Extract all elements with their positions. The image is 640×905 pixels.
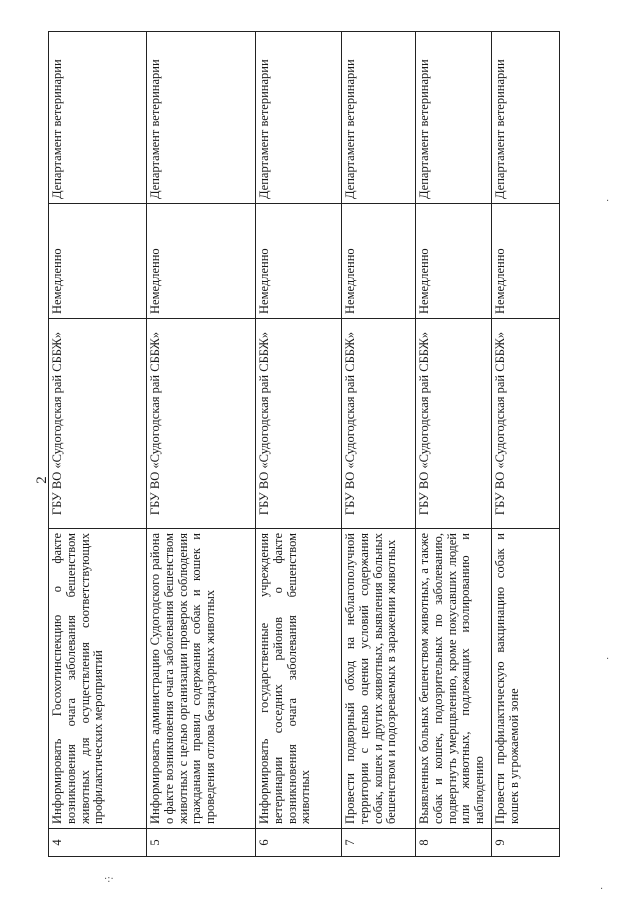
row-number: 9	[492, 829, 560, 857]
deadline-cell: Немедленно	[147, 204, 256, 319]
scan-speck: ·	[606, 196, 610, 207]
measure-text: Информировать администрацию Судогодского района о факте возникновения очага заболевания бешенством животных с целью организации проверок соблюдения гражданами правил содержания собак и кошек и проведения отлова безнадзорных животных	[147, 529, 256, 829]
table-row	[342, 32, 416, 857]
executor-cell: ГБУ ВО «Судогодская рай СББЖ»	[256, 319, 342, 529]
responsible-cell: Департамент ветеринарии	[416, 32, 492, 204]
rotated-page-content	[48, 32, 559, 857]
responsible-cell: Департамент ветеринарии	[256, 32, 342, 204]
row-number: 7	[342, 829, 416, 857]
scan-speck: ·:·	[104, 874, 114, 885]
deadline-cell: Немедленно	[492, 204, 560, 319]
executor-cell: ГБУ ВО «Судогодская рай СББЖ»	[49, 319, 147, 529]
executor-cell: ГБУ ВО «Судогодская рай СББЖ»	[492, 319, 560, 529]
scan-speck: ·	[600, 884, 604, 895]
measure-text: Провести профилактическую вакцинацию собак и кошек в угрожаемой зоне	[492, 529, 560, 829]
deadline-cell: Немедленно	[416, 204, 492, 319]
page-number: 2	[34, 476, 50, 484]
table-row	[49, 32, 147, 857]
responsible-cell: Департамент ветеринарии	[147, 32, 256, 204]
deadline-cell: Немедленно	[256, 204, 342, 319]
executor-cell: ГБУ ВО «Судогодская рай СББЖ»	[147, 319, 256, 529]
table-row	[416, 32, 492, 857]
measure-text: Провести подворный обход на неблагополучной территории с целью оценки условий содержания собак, кошек и других животных, выявления больных бешенством и подозреваемых в заражении животных	[342, 529, 416, 829]
table-row	[256, 32, 342, 857]
responsible-cell: Департамент ветеринарии	[49, 32, 147, 204]
responsible-cell: Департамент ветеринарии	[492, 32, 560, 204]
executor-cell: ГБУ ВО «Судогодская рай СББЖ»	[416, 319, 492, 529]
table-row	[147, 32, 256, 857]
deadline-cell: Немедленно	[49, 204, 147, 319]
row-number: 4	[49, 829, 147, 857]
deadline-cell: Немедленно	[342, 204, 416, 319]
table-row	[492, 32, 560, 857]
measure-text: Информировать Госохотинспекцию о факте возникновения очага заболевания бешенством животных для осуществления соответствующих профилактических мероприятий	[49, 529, 147, 829]
measure-text: Выявленных больных бешенством животных, а также собак и кошек, подозрительных по заболеванию, подвергнуть умерщвлению, кроме покусавших людей или животных, подлежащих изолированию и наблюдению	[416, 529, 492, 829]
measure-text: Информировать государственные учреждения ветеринарии соседних районов о факте возникновения очага заболевания бешенством животных	[256, 529, 342, 829]
row-number: 8	[416, 829, 492, 857]
row-number: 6	[256, 829, 342, 857]
responsible-cell: Департамент ветеринарии	[342, 32, 416, 204]
executor-cell: ГБУ ВО «Судогодская рай СББЖ»	[342, 319, 416, 529]
scan-speck: ·	[606, 654, 610, 665]
measures-table	[48, 31, 560, 857]
row-number: 5	[147, 829, 256, 857]
